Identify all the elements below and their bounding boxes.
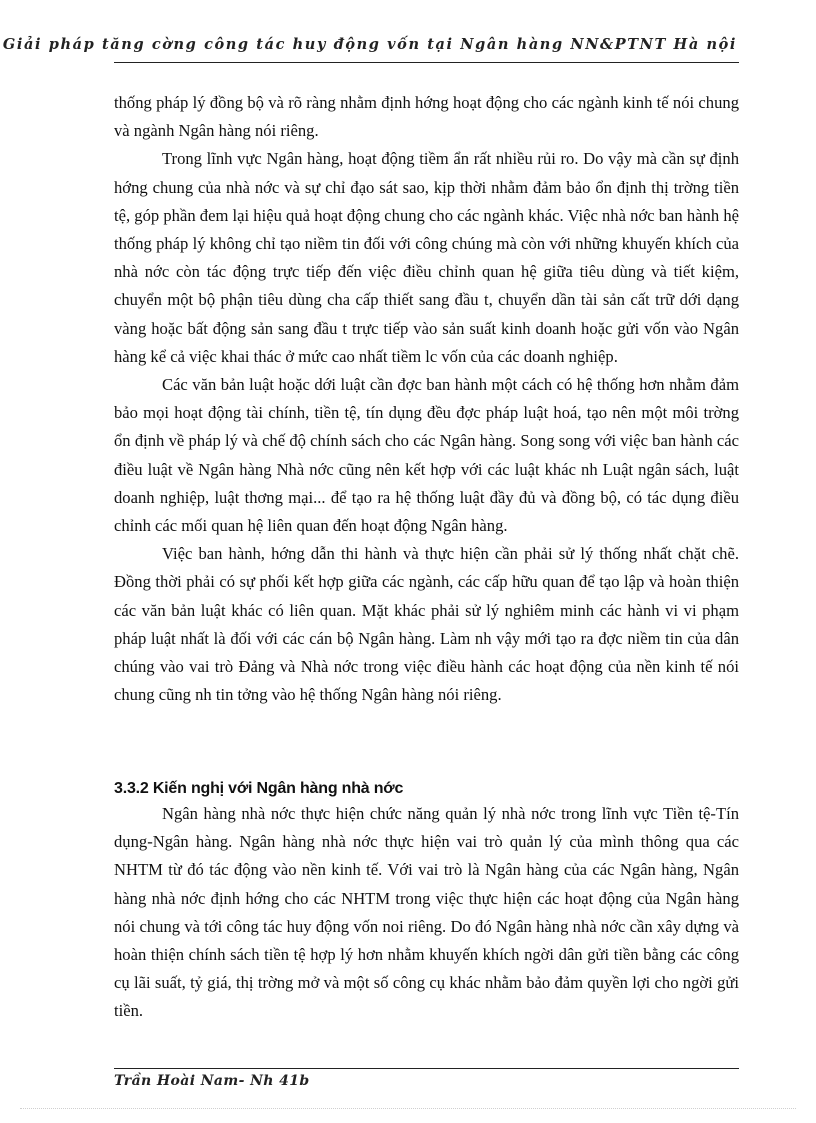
paragraph: thống pháp lý đồng bộ và rõ ràng nhằm định hớng hoạt động cho các ngành kinh tế nói chung và ngành Ngân hàng nói riêng.: [114, 93, 739, 141]
paragraph: Trong lĩnh vực Ngân hàng, hoạt động tiềm ẩn rất nhiều rủi ro. Do vậy mà cần sự định hớng chung của nhà nớc và sự chỉ đạo sát sao, kịp thời nhằm đảm bảo ổn định thị trờng tiền tệ, góp phần đem lại hiệu quả hoạt động chung cho các ngành khác. Việc nhà nớc ban hành hệ thống pháp lý không chỉ tạo niềm tin đối với công chúng mà còn với những khuyến khích của nhà nớc còn tác động trực tiếp đến việc điều chỉnh quan hệ giữa tiêu dùng và tiết kiệm, chuyển một bộ phận tiêu dùng cha cấp thiết sang đầu t, chuyển dần tài sản cất trữ dới dạng vàng hoặc bất động sản sang đầu t trực tiếp vào sản suất kinh doanh hoặc gửi vốn vào Ngân hàng kể cả việc khai thác ở mức cao nhất tiềm lc vốn của các doanh nghiệp.: [114, 149, 739, 366]
section-body: [114, 800, 739, 1026]
header-title: Giải pháp tăng cờng công tác huy động vốn tại Ngân hàng NN&PTNT Hà nội: [2, 36, 737, 53]
page-edge-divider: [20, 1108, 796, 1109]
section-heading: 3.3.2 Kiến nghị với Ngân hàng nhà nớc: [114, 780, 404, 797]
document-body: [114, 89, 739, 709]
page-header: [2, 30, 739, 63]
paragraph: Các văn bản luật hoặc dới luật cần đợc ban hành một cách có hệ thống hơn nhằm đảm bảo mọi hoạt động tài chính, tiền tệ, tín dụng đều đợc pháp luật hoá, tạo nên một môi trờng ổn định về pháp lý và chế độ chính sách cho các Ngân hàng. Song song với việc ban hành các điều luật về Ngân hàng Nhà nớc cũng nên kết hợp với các luật khác nh Luật ngân sách, luật doanh nghiệp, luật thơng mại... để tạo ra hệ thống luật đầy đủ và đồng bộ, có tác dụng điều chỉnh các mối quan hệ liên quan đến hoạt động Ngân hàng.: [114, 375, 739, 536]
paragraph: Ngân hàng nhà nớc thực hiện chức năng quản lý nhà nớc trong lĩnh vực Tiền tệ-Tín dụng-Ngân hàng. Ngân hàng nhà nớc thực hiện vai trò quản lý của mình thông qua các NHTM từ đó tác động vào nền kinh tế. Với vai trò là Ngân hàng của các Ngân hàng, Ngân hàng nhà nớc định hớng cho các NHTM trong việc thực hiện các hoạt động của Ngân hàng nói chung và tới công tác huy động vốn noi riêng. Do đó Ngân hàng nhà nớc cần xây dựng và hoàn thiện chính sách tiền tệ hợp lý hơn nhằm khuyến khích ngời dân gửi tiền bằng các công cụ lãi suất, tỷ giá, thị trờng mở và một số công cụ khác nhằm bảo đảm quyền lợi cho ngời gửi tiền.: [114, 804, 739, 1021]
paragraph: Việc ban hành, hớng dẫn thi hành và thực hiện cần phải sử lý thống nhất chặt chẽ. Đồng thời phải có sự phối kết hợp giữa các ngành, các cấp hữu quan để tạo lập và hoàn thiện các văn bản luật khác có liên quan. Mặt khác phải sử lý nghiêm minh các hành vi vi phạm pháp luật nhất là đối với các cán bộ Ngân hàng. Làm nh vậy mới tạo ra đợc niềm tin của dân chúng vào vai trò Đảng và Nhà nớc trong việc điều hành các hoạt động của nền kinh tế nói chung cũng nh tin tởng vào hệ thống Ngân hàng nói riêng.: [114, 544, 739, 705]
footer-author: Trần Hoài Nam- Nh 41b: [114, 1073, 310, 1089]
page-footer: [114, 1068, 739, 1089]
